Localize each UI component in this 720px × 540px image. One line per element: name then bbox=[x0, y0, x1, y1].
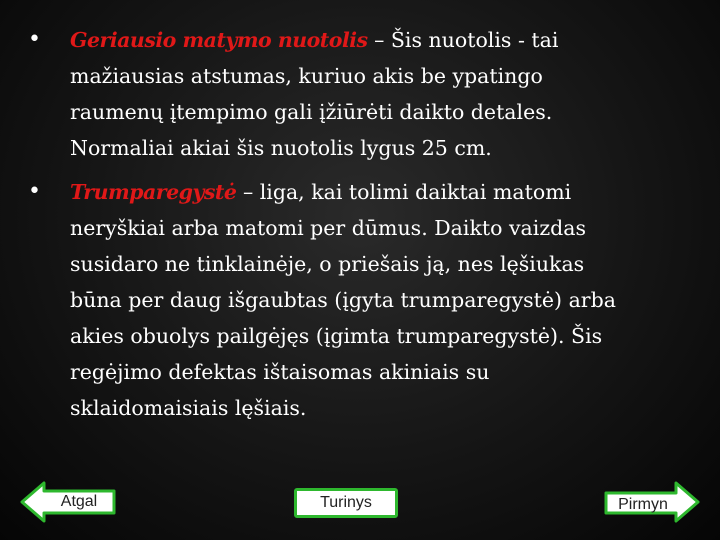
next-button[interactable] bbox=[604, 481, 700, 523]
contents-button[interactable] bbox=[294, 488, 398, 518]
term-myopia: Trumparegystė bbox=[70, 180, 237, 204]
bullet-list bbox=[28, 22, 628, 434]
contents-button-label: Turinys bbox=[320, 494, 372, 511]
next-button-label: Pirmyn bbox=[618, 496, 668, 513]
definition-best-vision-distance: – Šis nuotolis - tai mažiausias atstumas, kuriuo akis be ypatingo raumenų įtempimo gali įžiūrėti daikto detales. Normaliai akiai šis nuotolis lygus 25 cm. bbox=[70, 28, 559, 160]
back-button[interactable] bbox=[20, 481, 116, 523]
term-best-vision-distance: Geriausio matymo nuotolis bbox=[70, 28, 368, 52]
bullet-item-best-vision-distance bbox=[28, 22, 628, 166]
bullet-item-myopia bbox=[28, 174, 628, 426]
definition-myopia: – liga, kai tolimi daiktai matomi neryškiai arba matomi per dūmus. Daikto vaizdas susidaro ne tinklainėje, o priešais ją, nes lęšiukas būna per daug išgaubtas (įgyta trumparegystė) arba akies obuolys pailgėjęs (įgimta trumparegystė). Šis regėjimo defektas ištaisomas akiniais su sklaidomaisiais lęšiais. bbox=[70, 180, 616, 420]
bullet-dot: • bbox=[28, 179, 41, 204]
back-button-label: Atgal bbox=[60, 493, 98, 510]
bullet-dot: • bbox=[28, 27, 41, 52]
